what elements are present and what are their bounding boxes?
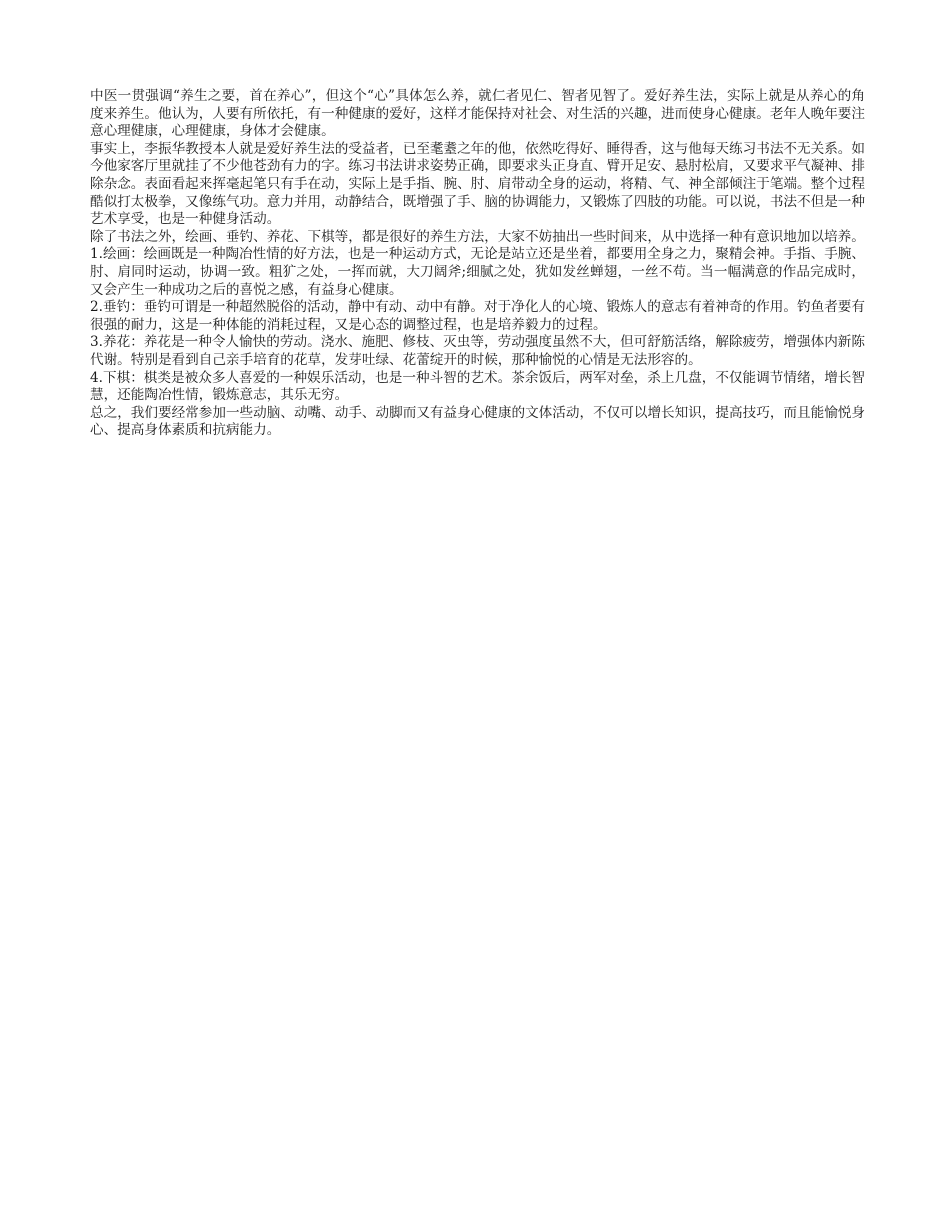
list-item-painting: 1.绘画：绘画既是一种陶冶性情的好方法，也是一种运动方式，无论是站立还是坐着，都要用全身之力，聚精会神。手指、手腕、肘、肩同时运动，协调一致。粗犷之处，一挥而就，大刀阔斧;细腻之处，犹如发丝蝉翅，一丝不苟。当一幅满意的作品完成时，又会产生一种成功之后的喜悦之感，有益身心健康。 [90, 246, 865, 298]
list-item-gardening: 3.养花：养花是一种令人愉快的劳动。浇水、施肥、修枝、灭虫等，劳动强度虽然不大，但可舒筋活络，解除疲劳，增强体内新陈代谢。特别是看到自己亲手培育的花草，发芽吐绿、花蕾绽开的时候，那种愉悦的心情是无法形容的。 [90, 334, 865, 368]
paragraph-methods: 除了书法之外，绘画、垂钓、养花、下棋等，都是很好的养生方法，大家不妨抽出一些时间来，从中选择一种有意识地加以培养。 [90, 228, 865, 245]
list-item-chess: 4.下棋：棋类是被众多人喜爱的一种娱乐活动，也是一种斗智的艺术。茶余饭后，两军对垒，杀上几盘，不仅能调节情绪，增长智慧，还能陶冶性情，锻炼意志，其乐无穷。 [90, 369, 865, 404]
document-body [90, 88, 865, 440]
paragraph-intro: 中医一贯强调“养生之要，首在养心”，但这个“心”具体怎么养，就仁者见仁、智者见智了。爱好养生法，实际上就是从养心的角度来养生。他认为，人要有所依托，有一种健康的爱好，这样才能保持对社会、对生活的兴趣，进而使身心健康。老年人晚年要注意心理健康，心理健康，身体才会健康。 [90, 88, 865, 140]
paragraph-calligraphy: 事实上，李振华教授本人就是爱好养生法的受益者，已至耄耋之年的他，依然吃得好、睡得香，这与他每天练习书法不无关系。如今他家客厅里就挂了不少他苍劲有力的字。练习书法讲求姿势正确，即要求头正身直、臂开足安、悬肘松肩，又要求平气凝神、排除杂念。表面看起来挥毫起笔只有手在动，实际上是手指、腕、肘、肩带动全身的运动，将精、气、神全部倾注于笔端。整个过程酷似打太极拳，又像练气功。意力并用，动静结合，既增强了手、脑的协调能力，又锻炼了四肢的功能。可以说，书法不但是一种艺术享受，也是一种健身活动。 [90, 140, 865, 228]
paragraph-conclusion: 总之，我们要经常参加一些动脑、动嘴、动手、动脚而又有益身心健康的文体活动，不仅可以增长知识，提高技巧，而且能愉悦身心、提高身体素质和抗病能力。 [90, 404, 865, 439]
list-item-fishing: 2.垂钓：垂钓可谓是一种超然脱俗的活动，静中有动、动中有静。对于净化人的心境、锻炼人的意志有着神奇的作用。钓鱼者要有很强的耐力，这是一种体能的消耗过程，又是心态的调整过程，也是培养毅力的过程。 [90, 299, 865, 333]
